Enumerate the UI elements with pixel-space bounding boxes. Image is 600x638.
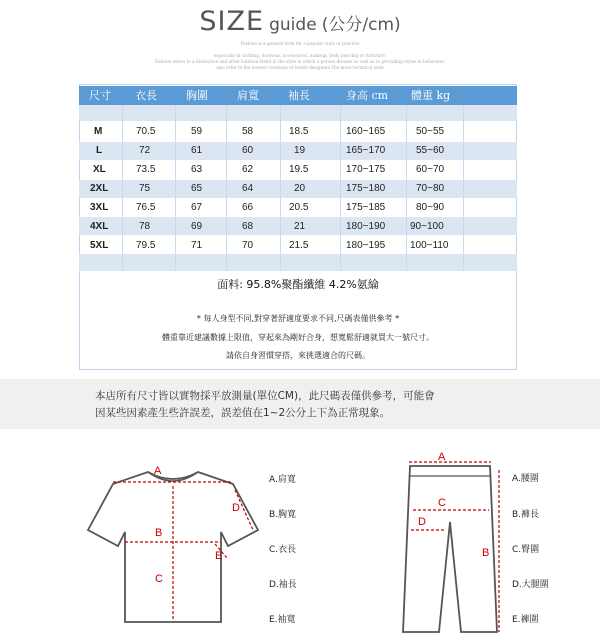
pants-label-thigh: D.大腿圍 [512, 580, 549, 590]
size-note-3: 請依自身習慣穿搭，來挑選適合的尺碼。 [226, 351, 370, 360]
fine-print-3: Fashion refers to a distinctive and often habitual trend in the style in which a person dresses as well as to prevailing styles in behaviour. [154, 59, 446, 64]
size-table-header [79, 86, 517, 105]
fine-print-2: especially in clothing, footwear, accessories, makeup, body piercing or furniture. [213, 53, 387, 58]
disclaimer-line-1: 本店所有尺寸皆以實物採平放測量(單位CM)，此尺碼表僅供參考，可能會 [95, 390, 435, 402]
size-note-1: * 每人身型不同,對穿著舒適度要求不同,尺碼表僅供參考 * [196, 314, 400, 323]
col-header-height: 身高 cm [346, 89, 389, 102]
table-divider [226, 105, 227, 271]
fine-print-4: also refer to the newest creations of textile designers The more technical term [216, 65, 384, 70]
size-note-2: 體重靠近建議數據上限值，穿起來為剛好合身，想寬鬆舒適就買大一號尺寸。 [162, 333, 434, 342]
col-header-weight: 體重 kg [411, 89, 451, 102]
fabric-composition: 面料: 95.8%聚酯纖維 4.2%氨綸 [217, 278, 379, 291]
pants-marker-b: B [482, 547, 490, 559]
table-divider [406, 105, 407, 271]
col-header-length: 衣長 [135, 89, 157, 102]
shirt-marker-c: C [155, 573, 163, 585]
page-title: SIZE guide (公分/cm) [199, 6, 401, 37]
fine-print-1: Fashion is a general term for a popular style or practice [240, 41, 360, 46]
pants-label-length: B.褲長 [512, 510, 540, 520]
pants-label-hip: C.臀圍 [512, 545, 540, 555]
pants-marker-a: A [438, 451, 446, 463]
shirt-label-shoulder: A.肩寬 [269, 475, 296, 485]
col-header-shoulder: 肩寬 [237, 89, 259, 102]
pants-label-leg-opening: E.褲圍 [512, 615, 539, 625]
shirt-label-length: C.衣長 [269, 545, 297, 555]
measurement-disclaimer [0, 379, 600, 429]
tshirt-diagram [85, 460, 260, 635]
table-divider [280, 105, 281, 271]
table-divider [463, 105, 464, 271]
shirt-label-chest: B.胸寬 [269, 510, 297, 520]
pants-label-waist: A.腰圍 [512, 474, 539, 484]
shirt-marker-e: E [215, 550, 223, 562]
table-divider [340, 105, 341, 271]
col-header-sleeve: 袖長 [288, 89, 310, 102]
pants-diagram [395, 450, 505, 638]
col-header-size: 尺寸 [89, 89, 111, 102]
disclaimer-line-2: 因某些因素產生些許誤差，誤差值在1~2公分上下為正常現象。 [95, 407, 391, 419]
col-header-chest: 胸圍 [186, 89, 208, 102]
pants-marker-c: C [438, 497, 446, 509]
shirt-marker-d: D [232, 502, 240, 514]
shirt-label-sleeve: D.袖長 [269, 580, 297, 590]
shirt-marker-a: A [154, 465, 162, 477]
shirt-label-sleeve-width: E.袖寬 [269, 615, 296, 625]
shirt-marker-b: B [155, 527, 163, 539]
table-band [79, 254, 517, 271]
table-divider [175, 105, 176, 271]
table-divider [122, 105, 123, 271]
table-band [79, 105, 517, 121]
pants-marker-d: D [418, 516, 426, 528]
